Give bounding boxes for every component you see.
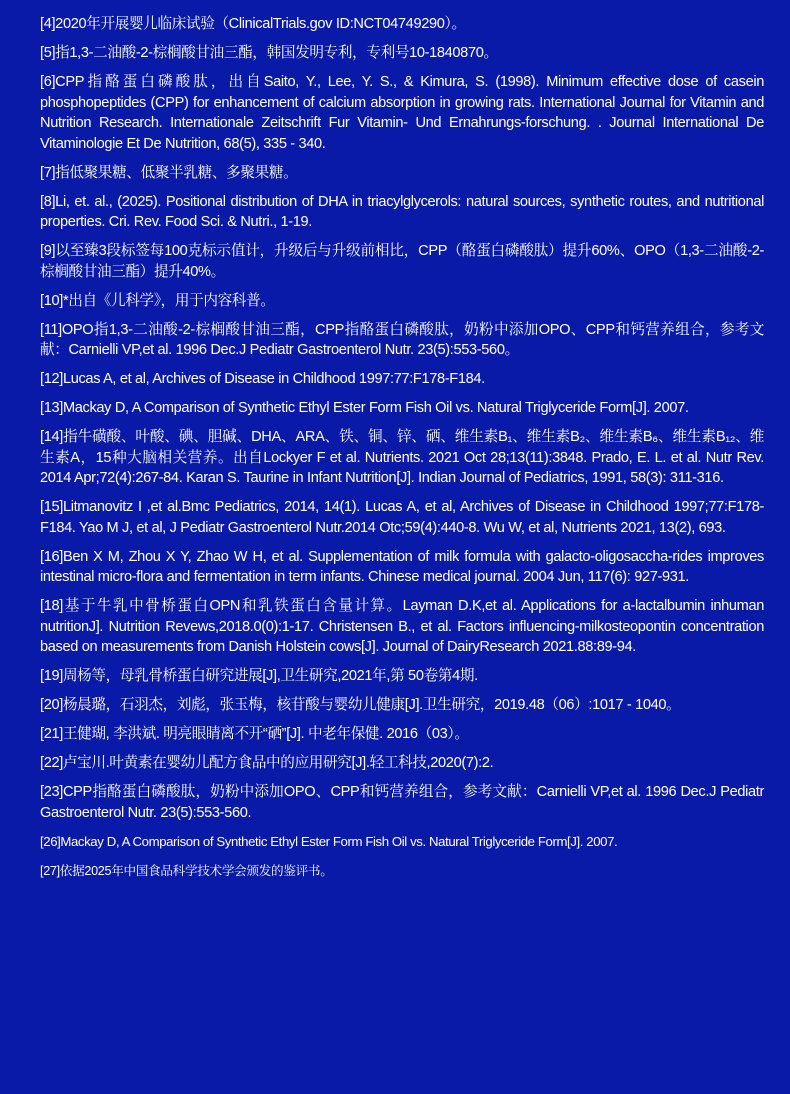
reference-16: [16]Ben X M, Zhou X Y, Zhao W H, et al. Supplementation of milk formula with galacto-oligosaccha-rides improves intestinal micro-flora and fermentation in term infants. Chinese medical journal. 2004 Jun, 117(6): 927-931. bbox=[40, 548, 764, 585]
reference-7: [7]指低聚果糖、低聚半乳糖、多聚果糖。 bbox=[40, 164, 298, 181]
reference-6: [6]CPP指酪蛋白磷酸肽，出自Saito, Y., Lee, Y. S., & Kimura, S. (1998). Minimum effective dose of casein phosphopeptides (CPP) for enhancement of calcium absorption in growing rats. International Journal for Vitamin and Nutrition Research. Internationale Zeitschrift Fur Vitamin- Und Ernahrungs-forschung. . Journal International De Vitaminologie Et De Nutrition, 68(5), 335 - 340. bbox=[40, 74, 764, 152]
reference-21: [21]王健瑚, 李洪斌. 明亮眼睛离不开“硒”[J]. 中老年保健. 2016（03）。 bbox=[40, 726, 469, 742]
reference-14: [14]指牛磺酸、叶酸、碘、胆碱、DHA、ARA、铁、铜、锌、硒、维生素B₁、维生素B₂、维生素B₆、维生素B₁₂、维生素A，15种大脑相关营养。出自Lockyer F et al. Nutrients. 2021 Oct 28;13(11):3848. Prado, E. L. et al. Nutr Rev. 2014 Apr;72(4):267-84. Karan S. Taurine in Infant Nutrition[J]. Indian Journal of Pediatrics, 1991, 58(3): 311-316. bbox=[40, 429, 764, 486]
reference-20: [20]杨晨璐，石羽杰，刘彪，张玉梅，核苷酸与婴幼儿健康[J].卫生研究，2019.48（06）:1017 - 1040。 bbox=[40, 697, 681, 713]
reference-10: [10]*出自《儿科学》，用于内容科普。 bbox=[40, 292, 275, 309]
reference-26: [26]Mackay D, A Comparison of Synthetic Ethyl Ester Form Fish Oil vs. Natural Triglyceride Form[J]. 2007. bbox=[40, 833, 618, 849]
reference-5: [5]指1,3-二油酸-2-棕榈酸甘油三酯，韩国发明专利，专利号10-1840870。 bbox=[40, 45, 498, 61]
reference-list bbox=[40, 14, 764, 881]
reference-12: [12]Lucas A, et al, Archives of Disease in Childhood 1997:77:F178-F184. bbox=[40, 371, 485, 387]
reference-4: [4]2020年开展婴儿临床试验（ClinicalTrials.gov ID:NCT04749290）。 bbox=[40, 16, 466, 32]
reference-22: [22]卢宝川.叶黄素在婴幼儿配方食品中的应用研究[J].轻工科技,2020(7):2. bbox=[40, 755, 494, 771]
reference-9: [9]以至臻3段标签每100克标示值计，升级后与升级前相比，CPP（酪蛋白磷酸肽）提升60%、OPO（1,3-二油酸-2-棕榈酸甘油三酯）提升40%。 bbox=[40, 243, 764, 280]
reference-18: [18]基于牛乳中骨桥蛋白OPN和乳铁蛋白含量计算。Layman D.K,et al. Applications for a-lactalbumin inhuman nutritionJ]. Nutrition Revews,2018.0(0):1-17. Christensen B., et al. Factors influencing-milkosteopontin concentration based on measurements from Danish Holstein cows[J]. Journal of DairyResearch 2021.88:89-94. bbox=[40, 598, 764, 655]
reference-8: [8]Li, et. al., (2025). Positional distribution of DHA in triacylglycerols: natural sources, synthetic routes, and nutritional properties. Cri. Rev. Food Sci. & Nutri., 1-19. bbox=[40, 193, 764, 230]
reference-11: [11]OPO指1,3-二油酸-2-棕榈酸甘油三酯，CPP指酪蛋白磷酸肽，奶粉中添加OPO、CPP和钙营养组合，参考文献：Carnielli VP,et al. 1996 Dec.J Pediatr Gastroenterol Nutr. 23(5):553-560。 bbox=[40, 321, 764, 358]
reference-23: [23]CPP指酪蛋白磷酸肽，奶粉中添加OPO、CPP和钙营养组合，参考文献：Carnielli VP,et al. 1996 Dec.J Pediatr Gastroenterol Nutr. 23(5):553-560. bbox=[40, 784, 764, 821]
reference-19: [19]周杨等，母乳骨桥蛋白研究进展[J],卫生研究,2021年,第 50卷第4期. bbox=[40, 668, 478, 684]
reference-15: [15]Litmanovitz I ,et al.Bmc Pediatrics, 2014, 14(1). Lucas A, et al, Archives of Disease in Childhood 1997;77:F178-F184. Yao M J, et al, J Pediatr Gastroenterol Nutr.2014 Otc;59(4):440-8. Wu W, et al, Nutrients 2021, 13(2), 693. bbox=[40, 499, 764, 536]
reference-27: [27]依据2025年中国食品科学技术学会颁发的鉴评书。 bbox=[40, 863, 333, 878]
reference-13: [13]Mackay D, A Comparison of Synthetic Ethyl Ester Form Fish Oil vs. Natural Triglyceride Form[J]. 2007. bbox=[40, 400, 689, 416]
